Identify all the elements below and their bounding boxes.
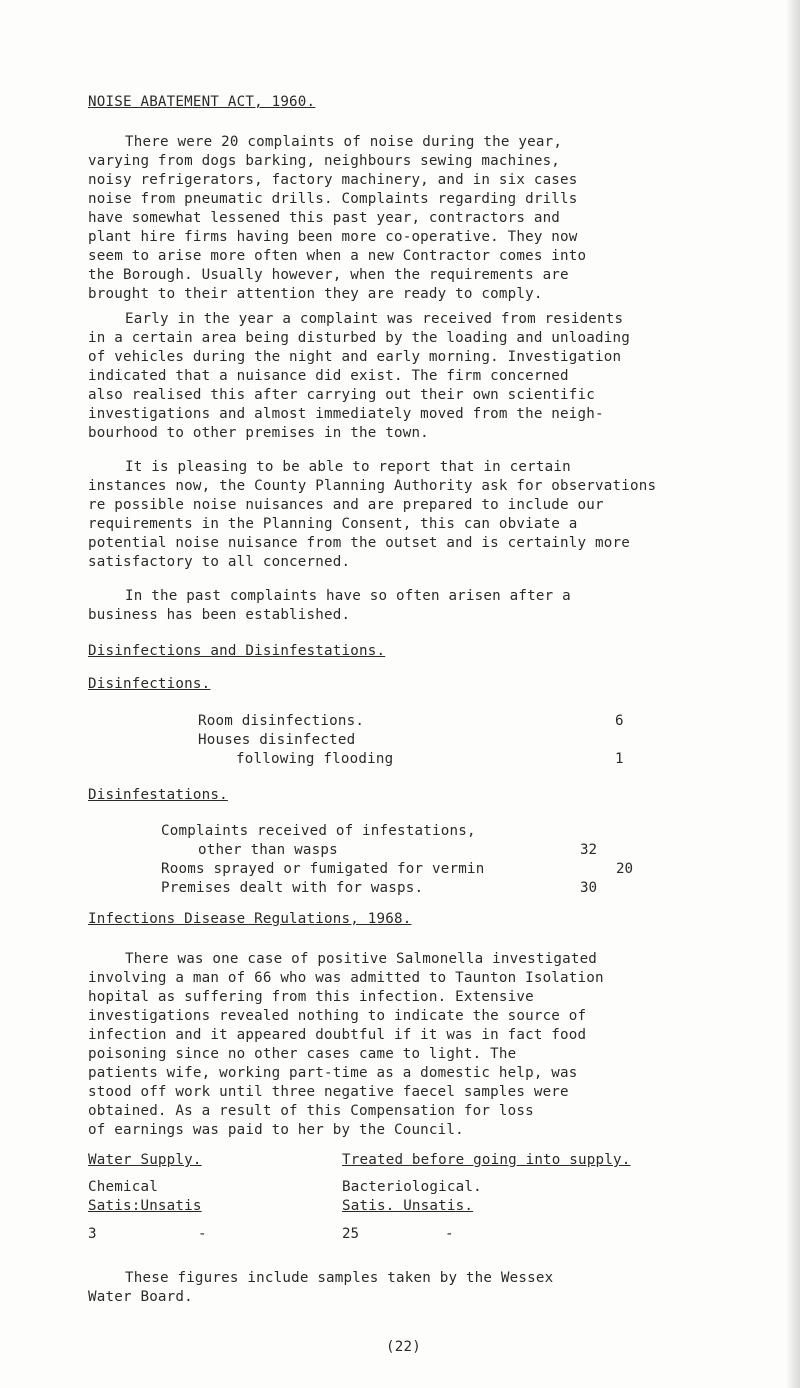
table-row-label: other than wasps bbox=[198, 842, 338, 858]
table-row-value: 6 bbox=[615, 713, 624, 729]
text-line: It is pleasing to be able to report that in certain bbox=[125, 459, 571, 475]
text-line: seem to arise more often when a new Contractor comes into bbox=[88, 248, 587, 264]
chemical-label: Chemical bbox=[88, 1179, 158, 1195]
table-row-label: Houses disinfected bbox=[198, 732, 356, 748]
disinfection-section-heading: Disinfections and Disinfestations. bbox=[88, 643, 386, 659]
text-line: patients wife, working part-time as a domestic help, was bbox=[88, 1065, 578, 1081]
text-line: There was one case of positive Salmonella investigated bbox=[125, 951, 598, 967]
text-line: varying from dogs barking, neighbours sewing machines, bbox=[88, 153, 561, 169]
text-line: noise from pneumatic drills. Complaints regarding drills bbox=[88, 191, 578, 207]
text-line: hopital as suffering from this infection. Extensive bbox=[88, 989, 534, 1005]
text-line: infection and it appeared doubtful if it was in fact food bbox=[88, 1027, 587, 1043]
text-line: requirements in the Planning Consent, this can obviate a bbox=[88, 516, 578, 532]
water-supply-heading: Water Supply. bbox=[88, 1152, 202, 1168]
text-line: business has been established. bbox=[88, 607, 351, 623]
text-line: These figures include samples taken by the Wessex bbox=[125, 1270, 554, 1286]
bacteriological-unsatis-value: - bbox=[445, 1226, 454, 1242]
text-line: have somewhat lessened this past year, contractors and bbox=[88, 210, 561, 226]
page-edge-shadow bbox=[786, 0, 800, 1388]
table-row-label: following flooding bbox=[236, 751, 394, 767]
text-line: brought to their attention they are ready to comply. bbox=[88, 286, 543, 302]
text-line: There were 20 complaints of noise during the year, bbox=[125, 134, 563, 150]
chemical-satis-value: 3 bbox=[88, 1226, 97, 1242]
disinfections-heading: Disinfections. bbox=[88, 676, 211, 692]
infections-heading: Infections Disease Regulations, 1968. bbox=[88, 911, 412, 927]
table-row-value: 30 bbox=[580, 880, 598, 896]
chemical-unsatis-value: - bbox=[198, 1226, 207, 1242]
page-number: (22) bbox=[386, 1339, 421, 1355]
text-line: investigations revealed nothing to indicate the source of bbox=[88, 1008, 587, 1024]
text-line: re possible noise nuisances and are prepared to include our bbox=[88, 497, 604, 513]
text-line: plant hire firms having been more co-operative. They now bbox=[88, 229, 578, 245]
text-line: the Borough. Usually however, when the requirements are bbox=[88, 267, 569, 283]
text-line: investigations and almost immediately moved from the neigh- bbox=[88, 406, 604, 422]
disinfestations-heading: Disinfestations. bbox=[88, 787, 228, 803]
text-line: obtained. As a result of this Compensation for loss bbox=[88, 1103, 534, 1119]
table-row-value: 32 bbox=[580, 842, 598, 858]
bacteriological-satis-value: 25 bbox=[342, 1226, 360, 1242]
text-line: involving a man of 66 who was admitted to Taunton Isolation bbox=[88, 970, 604, 986]
text-line: stood off work until three negative faecel samples were bbox=[88, 1084, 569, 1100]
text-line: satisfactory to all concerned. bbox=[88, 554, 351, 570]
text-line: poisoning since no other cases came to light. The bbox=[88, 1046, 517, 1062]
chemical-satis-unsatis-label: Satis:Unsatis bbox=[88, 1198, 202, 1214]
text-line: in a certain area being disturbed by the loading and unloading bbox=[88, 330, 630, 346]
text-line: potential noise nuisance from the outset and is certainly more bbox=[88, 535, 630, 551]
table-row-label: Room disinfections. bbox=[198, 713, 365, 729]
text-line: of vehicles during the night and early morning. Investigation bbox=[88, 349, 622, 365]
table-row-label: Complaints received of infestations, bbox=[161, 823, 476, 839]
text-line: Early in the year a complaint was received from residents bbox=[125, 311, 624, 327]
text-line: bourhood to other premises in the town. bbox=[88, 425, 429, 441]
text-line: In the past complaints have so often arisen after a bbox=[125, 588, 571, 604]
table-row-label: Premises dealt with for wasps. bbox=[161, 880, 424, 896]
text-line: of earnings was paid to her by the Council. bbox=[88, 1122, 464, 1138]
bacteriological-label: Bacteriological. bbox=[342, 1179, 482, 1195]
table-row-label: Rooms sprayed or fumigated for vermin bbox=[161, 861, 485, 877]
treated-supply-heading: Treated before going into supply. bbox=[342, 1152, 631, 1168]
text-line: also realised this after carrying out their own scientific bbox=[88, 387, 596, 403]
table-row-value: 20 bbox=[616, 861, 634, 877]
table-row-value: 1 bbox=[615, 751, 624, 767]
text-line: instances now, the County Planning Authority ask for observations bbox=[88, 478, 657, 494]
text-line: Water Board. bbox=[88, 1289, 193, 1305]
page-title: NOISE ABATEMENT ACT, 1960. bbox=[88, 94, 316, 110]
text-line: noisy refrigerators, factory machinery, and in six cases bbox=[88, 172, 578, 188]
bacteriological-satis-unsatis-label: Satis. Unsatis. bbox=[342, 1198, 474, 1214]
text-line: indicated that a nuisance did exist. The firm concerned bbox=[88, 368, 569, 384]
